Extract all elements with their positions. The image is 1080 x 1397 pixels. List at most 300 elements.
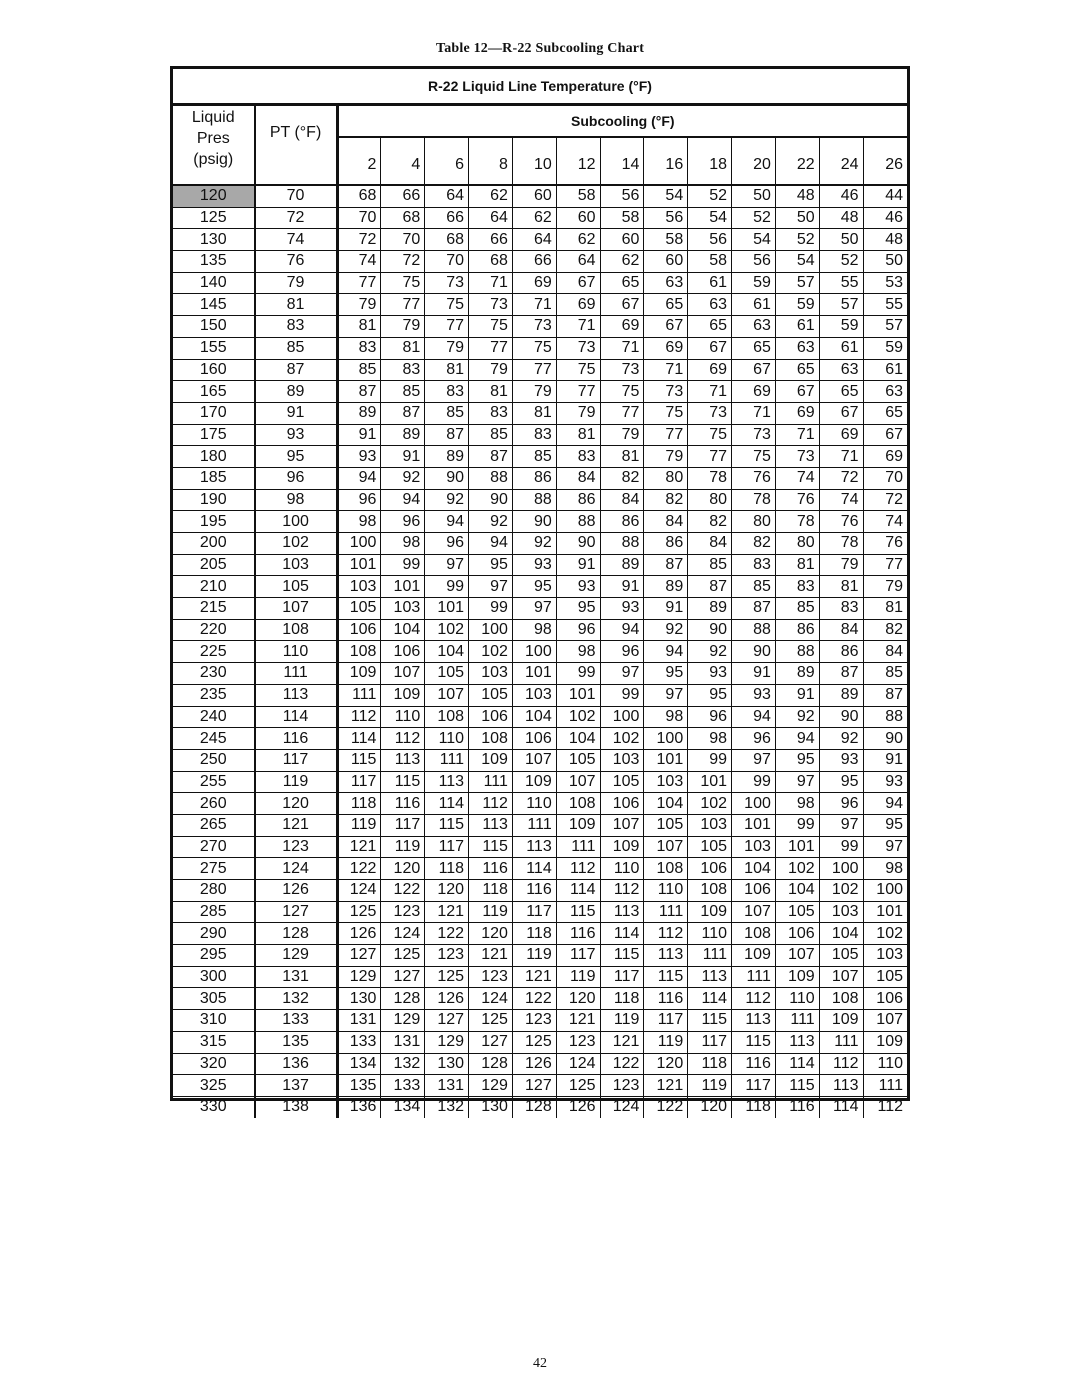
liquid-line-temp-cell: 92 bbox=[644, 619, 688, 641]
liquid-line-temp-cell: 94 bbox=[337, 467, 381, 489]
liquid-line-temp-cell: 106 bbox=[512, 728, 556, 750]
pt-cell: 131 bbox=[255, 966, 338, 988]
liquid-line-temp-cell: 86 bbox=[775, 619, 819, 641]
liquid-line-temp-cell: 93 bbox=[688, 663, 732, 685]
liquid-line-temp-cell: 72 bbox=[863, 489, 907, 511]
liquid-line-temp-cell: 113 bbox=[512, 836, 556, 858]
liquid-line-temp-cell: 85 bbox=[381, 381, 425, 403]
liquid-line-temp-cell: 104 bbox=[381, 619, 425, 641]
liquid-line-temp-cell: 101 bbox=[732, 814, 776, 836]
liquid-line-temp-cell: 132 bbox=[425, 1096, 469, 1117]
liquid-line-temp-cell: 63 bbox=[644, 272, 688, 294]
table-row bbox=[173, 294, 907, 316]
table-row bbox=[173, 359, 907, 381]
liquid-line-temp-cell: 110 bbox=[688, 923, 732, 945]
liquid-line-temp-cell: 106 bbox=[381, 641, 425, 663]
liquid-line-temp-cell: 103 bbox=[469, 663, 513, 685]
liquid-line-temp-cell: 118 bbox=[337, 793, 381, 815]
liquid-pres-cell: 265 bbox=[173, 814, 255, 836]
liquid-line-temp-cell: 93 bbox=[556, 576, 600, 598]
liquid-line-temp-cell: 86 bbox=[600, 511, 644, 533]
liquid-line-temp-cell: 87 bbox=[819, 663, 863, 685]
liquid-line-temp-cell: 109 bbox=[863, 1031, 907, 1053]
liquid-line-temp-cell: 88 bbox=[556, 511, 600, 533]
liquid-line-temp-cell: 120 bbox=[469, 923, 513, 945]
liquid-line-temp-cell: 94 bbox=[469, 533, 513, 555]
liquid-line-temp-cell: 96 bbox=[425, 533, 469, 555]
liquid-line-temp-cell: 71 bbox=[644, 359, 688, 381]
liquid-line-temp-cell: 60 bbox=[600, 229, 644, 251]
liquid-line-temp-cell: 81 bbox=[425, 359, 469, 381]
liquid-pres-cell: 325 bbox=[173, 1075, 255, 1097]
liquid-pres-cell: 180 bbox=[173, 446, 255, 468]
liquid-pres-cell: 220 bbox=[173, 619, 255, 641]
liquid-line-temp-cell: 79 bbox=[863, 576, 907, 598]
liquid-line-temp-cell: 108 bbox=[425, 706, 469, 728]
liquid-line-temp-cell: 67 bbox=[775, 381, 819, 403]
liquid-line-temp-cell: 83 bbox=[556, 446, 600, 468]
pt-cell: 107 bbox=[255, 598, 338, 620]
liquid-line-temp-cell: 99 bbox=[819, 836, 863, 858]
liquid-line-temp-cell: 113 bbox=[644, 945, 688, 967]
liquid-line-temp-cell: 54 bbox=[775, 251, 819, 273]
liquid-line-temp-cell: 113 bbox=[688, 966, 732, 988]
liquid-line-temp-cell: 126 bbox=[337, 923, 381, 945]
liquid-line-temp-cell: 91 bbox=[556, 554, 600, 576]
liquid-line-temp-cell: 100 bbox=[512, 641, 556, 663]
liquid-line-temp-cell: 121 bbox=[469, 945, 513, 967]
liquid-line-temp-cell: 63 bbox=[775, 337, 819, 359]
pt-cell: 113 bbox=[255, 684, 338, 706]
header-liquid-line-temperature: R-22 Liquid Line Temperature (°F) bbox=[173, 69, 907, 105]
pt-cell: 116 bbox=[255, 728, 338, 750]
liquid-line-temp-cell: 105 bbox=[600, 771, 644, 793]
liquid-pres-cell: 305 bbox=[173, 988, 255, 1010]
liquid-line-temp-cell: 109 bbox=[556, 814, 600, 836]
table-row bbox=[173, 793, 907, 815]
liquid-line-temp-cell: 44 bbox=[863, 185, 907, 207]
liquid-line-temp-cell: 83 bbox=[337, 337, 381, 359]
liquid-line-temp-cell: 105 bbox=[775, 901, 819, 923]
liquid-line-temp-cell: 123 bbox=[556, 1031, 600, 1053]
pt-cell: 93 bbox=[255, 424, 338, 446]
liquid-line-temp-cell: 111 bbox=[863, 1075, 907, 1097]
liquid-line-temp-cell: 89 bbox=[337, 402, 381, 424]
liquid-line-temp-cell: 63 bbox=[732, 316, 776, 338]
liquid-line-temp-cell: 99 bbox=[381, 554, 425, 576]
liquid-line-temp-cell: 90 bbox=[512, 511, 556, 533]
liquid-line-temp-cell: 79 bbox=[556, 402, 600, 424]
subcooling-value-header: 2 bbox=[337, 137, 381, 185]
subcooling-table-frame bbox=[170, 66, 910, 1116]
liquid-line-temp-cell: 116 bbox=[775, 1096, 819, 1117]
liquid-line-temp-cell: 117 bbox=[381, 814, 425, 836]
liquid-line-temp-cell: 111 bbox=[512, 814, 556, 836]
liquid-line-temp-cell: 104 bbox=[556, 728, 600, 750]
liquid-line-temp-cell: 72 bbox=[381, 251, 425, 273]
pt-cell: 83 bbox=[255, 316, 338, 338]
liquid-pres-cell: 135 bbox=[173, 251, 255, 273]
liquid-line-temp-cell: 119 bbox=[644, 1031, 688, 1053]
liquid-line-temp-cell: 102 bbox=[688, 793, 732, 815]
liquid-line-temp-cell: 87 bbox=[732, 598, 776, 620]
liquid-line-temp-cell: 96 bbox=[381, 511, 425, 533]
liquid-line-temp-cell: 112 bbox=[381, 728, 425, 750]
liquid-line-temp-cell: 86 bbox=[644, 533, 688, 555]
liquid-line-temp-cell: 65 bbox=[688, 316, 732, 338]
table-row bbox=[173, 1010, 907, 1032]
liquid-line-temp-cell: 71 bbox=[600, 337, 644, 359]
liquid-line-temp-cell: 107 bbox=[775, 945, 819, 967]
liquid-pres-cell: 155 bbox=[173, 337, 255, 359]
pt-cell: 127 bbox=[255, 901, 338, 923]
pt-cell: 137 bbox=[255, 1075, 338, 1097]
liquid-line-temp-cell: 104 bbox=[425, 641, 469, 663]
liquid-pres-cell: 165 bbox=[173, 381, 255, 403]
liquid-line-temp-cell: 121 bbox=[425, 901, 469, 923]
pt-cell: 85 bbox=[255, 337, 338, 359]
liquid-line-temp-cell: 77 bbox=[337, 272, 381, 294]
liquid-line-temp-cell: 96 bbox=[819, 793, 863, 815]
liquid-line-temp-cell: 114 bbox=[775, 1053, 819, 1075]
liquid-line-temp-cell: 79 bbox=[512, 381, 556, 403]
liquid-line-temp-cell: 91 bbox=[600, 576, 644, 598]
liquid-line-temp-cell: 90 bbox=[469, 489, 513, 511]
liquid-line-temp-cell: 115 bbox=[381, 771, 425, 793]
liquid-line-temp-cell: 84 bbox=[863, 641, 907, 663]
liquid-line-temp-cell: 93 bbox=[732, 684, 776, 706]
pt-cell: 91 bbox=[255, 402, 338, 424]
liquid-pres-cell: 170 bbox=[173, 402, 255, 424]
subcooling-value-header: 12 bbox=[556, 137, 600, 185]
liquid-line-temp-cell: 71 bbox=[775, 424, 819, 446]
table-row bbox=[173, 1096, 907, 1117]
liquid-line-temp-cell: 132 bbox=[381, 1053, 425, 1075]
pt-cell: 121 bbox=[255, 814, 338, 836]
liquid-line-temp-cell: 93 bbox=[512, 554, 556, 576]
liquid-line-temp-cell: 80 bbox=[644, 467, 688, 489]
liquid-line-temp-cell: 109 bbox=[688, 901, 732, 923]
liquid-line-temp-cell: 95 bbox=[688, 684, 732, 706]
liquid-line-temp-cell: 124 bbox=[337, 880, 381, 902]
liquid-line-temp-cell: 90 bbox=[425, 467, 469, 489]
liquid-line-temp-cell: 107 bbox=[644, 836, 688, 858]
liquid-line-temp-cell: 78 bbox=[688, 467, 732, 489]
liquid-pres-cell: 205 bbox=[173, 554, 255, 576]
liquid-line-temp-cell: 109 bbox=[381, 684, 425, 706]
liquid-line-temp-cell: 67 bbox=[732, 359, 776, 381]
liquid-line-temp-cell: 129 bbox=[381, 1010, 425, 1032]
liquid-line-temp-cell: 90 bbox=[688, 619, 732, 641]
table-row bbox=[173, 880, 907, 902]
liquid-pres-cell: 230 bbox=[173, 663, 255, 685]
liquid-line-temp-cell: 107 bbox=[600, 814, 644, 836]
liquid-line-temp-cell: 61 bbox=[732, 294, 776, 316]
liquid-line-temp-cell: 118 bbox=[469, 880, 513, 902]
liquid-line-temp-cell: 111 bbox=[644, 901, 688, 923]
liquid-line-temp-cell: 75 bbox=[732, 446, 776, 468]
liquid-line-temp-cell: 110 bbox=[863, 1053, 907, 1075]
liquid-line-temp-cell: 92 bbox=[381, 467, 425, 489]
pt-cell: 108 bbox=[255, 619, 338, 641]
subcooling-value-header: 22 bbox=[775, 137, 819, 185]
liquid-line-temp-cell: 133 bbox=[381, 1075, 425, 1097]
liquid-line-temp-cell: 97 bbox=[512, 598, 556, 620]
liquid-line-temp-cell: 93 bbox=[863, 771, 907, 793]
liquid-line-temp-cell: 83 bbox=[775, 576, 819, 598]
liquid-line-temp-cell: 86 bbox=[556, 489, 600, 511]
table-row bbox=[173, 576, 907, 598]
liquid-line-temp-cell: 120 bbox=[556, 988, 600, 1010]
liquid-line-temp-cell: 90 bbox=[732, 641, 776, 663]
liquid-line-temp-cell: 89 bbox=[600, 554, 644, 576]
liquid-line-temp-cell: 91 bbox=[775, 684, 819, 706]
liquid-line-temp-cell: 81 bbox=[819, 576, 863, 598]
liquid-line-temp-cell: 69 bbox=[863, 446, 907, 468]
liquid-line-temp-cell: 81 bbox=[775, 554, 819, 576]
liquid-line-temp-cell: 117 bbox=[337, 771, 381, 793]
liquid-line-temp-cell: 102 bbox=[556, 706, 600, 728]
table-row bbox=[173, 207, 907, 229]
liquid-line-temp-cell: 110 bbox=[512, 793, 556, 815]
liquid-line-temp-cell: 127 bbox=[337, 945, 381, 967]
liquid-line-temp-cell: 118 bbox=[732, 1096, 776, 1117]
liquid-line-temp-cell: 105 bbox=[469, 684, 513, 706]
liquid-line-temp-cell: 75 bbox=[512, 337, 556, 359]
liquid-line-temp-cell: 89 bbox=[381, 424, 425, 446]
liquid-line-temp-cell: 83 bbox=[732, 554, 776, 576]
liquid-line-temp-cell: 115 bbox=[600, 945, 644, 967]
table-row bbox=[173, 945, 907, 967]
liquid-line-temp-cell: 131 bbox=[425, 1075, 469, 1097]
pt-cell: 123 bbox=[255, 836, 338, 858]
liquid-line-temp-cell: 100 bbox=[469, 619, 513, 641]
liquid-line-temp-cell: 80 bbox=[732, 511, 776, 533]
liquid-line-temp-cell: 62 bbox=[469, 185, 513, 207]
liquid-line-temp-cell: 117 bbox=[644, 1010, 688, 1032]
liquid-line-temp-cell: 78 bbox=[819, 533, 863, 555]
liquid-line-temp-cell: 83 bbox=[381, 359, 425, 381]
pt-cell: 133 bbox=[255, 1010, 338, 1032]
liquid-line-temp-cell: 87 bbox=[863, 684, 907, 706]
liquid-line-temp-cell: 108 bbox=[644, 858, 688, 880]
liquid-line-temp-cell: 65 bbox=[775, 359, 819, 381]
liquid-line-temp-cell: 103 bbox=[644, 771, 688, 793]
liquid-line-temp-cell: 123 bbox=[600, 1075, 644, 1097]
liquid-pres-cell: 150 bbox=[173, 316, 255, 338]
liquid-line-temp-cell: 88 bbox=[600, 533, 644, 555]
liquid-line-temp-cell: 75 bbox=[425, 294, 469, 316]
liquid-line-temp-cell: 110 bbox=[600, 858, 644, 880]
liquid-line-temp-cell: 98 bbox=[863, 858, 907, 880]
liquid-line-temp-cell: 118 bbox=[512, 923, 556, 945]
liquid-line-temp-cell: 94 bbox=[600, 619, 644, 641]
liquid-line-temp-cell: 113 bbox=[775, 1031, 819, 1053]
liquid-line-temp-cell: 115 bbox=[732, 1031, 776, 1053]
liquid-line-temp-cell: 71 bbox=[732, 402, 776, 424]
liquid-pres-cell: 195 bbox=[173, 511, 255, 533]
liquid-line-temp-cell: 52 bbox=[732, 207, 776, 229]
liquid-line-temp-cell: 69 bbox=[556, 294, 600, 316]
pt-cell: 95 bbox=[255, 446, 338, 468]
liquid-line-temp-cell: 108 bbox=[337, 641, 381, 663]
liquid-line-temp-cell: 120 bbox=[381, 858, 425, 880]
liquid-line-temp-cell: 110 bbox=[775, 988, 819, 1010]
liquid-line-temp-cell: 134 bbox=[381, 1096, 425, 1117]
liquid-line-temp-cell: 102 bbox=[600, 728, 644, 750]
liquid-line-temp-cell: 107 bbox=[819, 966, 863, 988]
liquid-line-temp-cell: 107 bbox=[512, 749, 556, 771]
liquid-line-temp-cell: 109 bbox=[819, 1010, 863, 1032]
liquid-line-temp-cell: 93 bbox=[337, 446, 381, 468]
liquid-line-temp-cell: 67 bbox=[863, 424, 907, 446]
liquid-line-temp-cell: 109 bbox=[775, 966, 819, 988]
liquid-line-temp-cell: 101 bbox=[556, 684, 600, 706]
liquid-pres-cell: 255 bbox=[173, 771, 255, 793]
liquid-line-temp-cell: 60 bbox=[512, 185, 556, 207]
liquid-line-temp-cell: 84 bbox=[600, 489, 644, 511]
liquid-line-temp-cell: 109 bbox=[600, 836, 644, 858]
liquid-line-temp-cell: 79 bbox=[600, 424, 644, 446]
liquid-line-temp-cell: 96 bbox=[732, 728, 776, 750]
liquid-line-temp-cell: 95 bbox=[644, 663, 688, 685]
liquid-line-temp-cell: 75 bbox=[600, 381, 644, 403]
liquid-line-temp-cell: 69 bbox=[819, 424, 863, 446]
liquid-line-temp-cell: 102 bbox=[469, 641, 513, 663]
liquid-line-temp-cell: 66 bbox=[469, 229, 513, 251]
liquid-line-temp-cell: 119 bbox=[688, 1075, 732, 1097]
liquid-line-temp-cell: 86 bbox=[819, 641, 863, 663]
liquid-line-temp-cell: 46 bbox=[863, 207, 907, 229]
liquid-line-temp-cell: 108 bbox=[819, 988, 863, 1010]
liquid-pres-cell: 140 bbox=[173, 272, 255, 294]
liquid-line-temp-cell: 70 bbox=[337, 207, 381, 229]
liquid-line-temp-cell: 64 bbox=[512, 229, 556, 251]
liquid-line-temp-cell: 112 bbox=[863, 1096, 907, 1117]
liquid-line-temp-cell: 69 bbox=[600, 316, 644, 338]
liquid-line-temp-cell: 71 bbox=[469, 272, 513, 294]
liquid-line-temp-cell: 100 bbox=[600, 706, 644, 728]
liquid-line-temp-cell: 114 bbox=[337, 728, 381, 750]
liquid-pres-cell: 285 bbox=[173, 901, 255, 923]
liquid-line-temp-cell: 58 bbox=[556, 185, 600, 207]
subcooling-value-header: 4 bbox=[381, 137, 425, 185]
liquid-line-temp-cell: 59 bbox=[863, 337, 907, 359]
liquid-line-temp-cell: 103 bbox=[512, 684, 556, 706]
liquid-line-temp-cell: 117 bbox=[600, 966, 644, 988]
liquid-line-temp-cell: 119 bbox=[512, 945, 556, 967]
liquid-line-temp-cell: 101 bbox=[644, 749, 688, 771]
liquid-line-temp-cell: 65 bbox=[863, 402, 907, 424]
liquid-line-temp-cell: 107 bbox=[732, 901, 776, 923]
liquid-line-temp-cell: 106 bbox=[337, 619, 381, 641]
table-row bbox=[173, 337, 907, 359]
liquid-line-temp-cell: 116 bbox=[732, 1053, 776, 1075]
liquid-line-temp-cell: 103 bbox=[381, 598, 425, 620]
liquid-line-temp-cell: 91 bbox=[337, 424, 381, 446]
liquid-pres-cell: 260 bbox=[173, 793, 255, 815]
liquid-line-temp-cell: 75 bbox=[644, 402, 688, 424]
liquid-line-temp-cell: 128 bbox=[381, 988, 425, 1010]
liquid-line-temp-cell: 122 bbox=[512, 988, 556, 1010]
liquid-line-temp-cell: 129 bbox=[425, 1031, 469, 1053]
liquid-line-temp-cell: 125 bbox=[425, 966, 469, 988]
liquid-line-temp-cell: 112 bbox=[644, 923, 688, 945]
liquid-line-temp-cell: 88 bbox=[512, 489, 556, 511]
table-row bbox=[173, 229, 907, 251]
subcooling-value-header: 6 bbox=[425, 137, 469, 185]
liquid-pres-cell: 300 bbox=[173, 966, 255, 988]
liquid-pres-cell: 145 bbox=[173, 294, 255, 316]
liquid-line-temp-cell: 61 bbox=[775, 316, 819, 338]
liquid-line-temp-cell: 63 bbox=[863, 381, 907, 403]
pt-cell: 114 bbox=[255, 706, 338, 728]
liquid-line-temp-cell: 71 bbox=[688, 381, 732, 403]
pt-cell: 138 bbox=[255, 1096, 338, 1117]
pt-cell: 129 bbox=[255, 945, 338, 967]
liquid-line-temp-cell: 78 bbox=[775, 511, 819, 533]
liquid-line-temp-cell: 126 bbox=[512, 1053, 556, 1075]
liquid-line-temp-cell: 96 bbox=[556, 619, 600, 641]
liquid-line-temp-cell: 115 bbox=[556, 901, 600, 923]
liquid-line-temp-cell: 57 bbox=[775, 272, 819, 294]
liquid-line-temp-cell: 85 bbox=[688, 554, 732, 576]
table-row bbox=[173, 185, 907, 207]
liquid-line-temp-cell: 104 bbox=[819, 923, 863, 945]
liquid-line-temp-cell: 58 bbox=[688, 251, 732, 273]
pt-cell: 74 bbox=[255, 229, 338, 251]
liquid-line-temp-cell: 60 bbox=[644, 251, 688, 273]
liquid-line-temp-cell: 87 bbox=[644, 554, 688, 576]
liquid-line-temp-cell: 65 bbox=[819, 381, 863, 403]
liquid-line-temp-cell: 106 bbox=[469, 706, 513, 728]
pt-cell: 119 bbox=[255, 771, 338, 793]
liquid-line-temp-cell: 98 bbox=[512, 619, 556, 641]
subcooling-value-header: 10 bbox=[512, 137, 556, 185]
subcooling-table bbox=[173, 69, 907, 1118]
page-number: 42 bbox=[533, 1356, 547, 1371]
liquid-line-temp-cell: 119 bbox=[556, 966, 600, 988]
liquid-line-temp-cell: 122 bbox=[337, 858, 381, 880]
liquid-line-temp-cell: 92 bbox=[425, 489, 469, 511]
liquid-line-temp-cell: 92 bbox=[775, 706, 819, 728]
liquid-line-temp-cell: 56 bbox=[600, 185, 644, 207]
subcooling-value-header: 8 bbox=[469, 137, 513, 185]
table-row bbox=[173, 1053, 907, 1075]
liquid-line-temp-cell: 93 bbox=[600, 598, 644, 620]
liquid-line-temp-cell: 91 bbox=[863, 749, 907, 771]
liquid-line-temp-cell: 111 bbox=[732, 966, 776, 988]
liquid-line-temp-cell: 112 bbox=[600, 880, 644, 902]
liquid-line-temp-cell: 103 bbox=[732, 836, 776, 858]
liquid-line-temp-cell: 128 bbox=[469, 1053, 513, 1075]
liquid-line-temp-cell: 76 bbox=[863, 533, 907, 555]
liquid-line-temp-cell: 106 bbox=[863, 988, 907, 1010]
liquid-line-temp-cell: 104 bbox=[644, 793, 688, 815]
liquid-line-temp-cell: 102 bbox=[819, 880, 863, 902]
liquid-line-temp-cell: 135 bbox=[337, 1075, 381, 1097]
liquid-line-temp-cell: 76 bbox=[819, 511, 863, 533]
liquid-pres-cell: 320 bbox=[173, 1053, 255, 1075]
table-row bbox=[173, 901, 907, 923]
liquid-pres-cell: 330 bbox=[173, 1096, 255, 1117]
liquid-line-temp-cell: 95 bbox=[775, 749, 819, 771]
liquid-line-temp-cell: 59 bbox=[775, 294, 819, 316]
liquid-line-temp-cell: 52 bbox=[819, 251, 863, 273]
pt-cell: 72 bbox=[255, 207, 338, 229]
liquid-line-temp-cell: 130 bbox=[337, 988, 381, 1010]
liquid-line-temp-cell: 95 bbox=[819, 771, 863, 793]
